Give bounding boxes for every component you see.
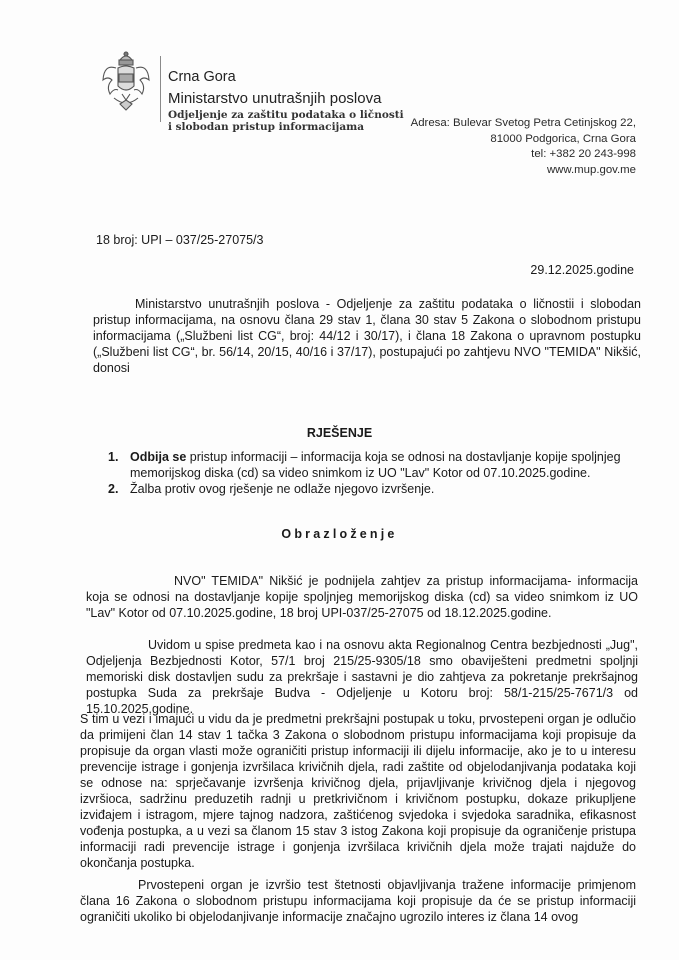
decision-list [108,449,628,497]
reference-number: 18 broj: UPI – 037/25-27075/3 [96,233,264,247]
reasoning-text: NVO" TEMIDA" Nikšić je podnijela zahtjev za pristup informacijama- informacija koja se odnosi na dostavljanje kopije spoljnjeg memorijskog diska (cd) sa video snimkom iz UO "Lav" Kotor od 07.10.2025.godine, 18 broj UPI-037/25-27075 od 18.12.2025.godine. [86,574,638,620]
address-block [411,116,636,178]
address-street: Adresa: Bulevar Svetog Petra Cetinjskog 22, [410,117,636,129]
document-date: 29.12.2025.godine [530,263,634,277]
intro-text: Ministarstvo unutrašnjih poslova - Odjeljenje za zaštitu podataka o ličnostii i slobodan pristup informacijama, na osnovu člana 29 stav 1, člana 30 stav 5 Zakona o slobodnom pristupu informacijama („Službeni list CG“, broj: 44/12 i 30/17), i člana 18 Zakona o upravnom postupku („Službeni list CG“, br. 56/14, 20/15, 40/16 i 37/17), postupajući po zahtjevu NVO "TEMIDA" Nikšić, donosi [93,297,641,375]
reasoning-paragraph [80,711,636,871]
decision-item-bold: Odbija se [130,450,187,464]
reasoning-title: Obrazloženje [281,527,398,541]
country-name: Crna Gora [168,69,236,85]
decision-item-number: 1. [108,450,119,464]
reasoning-paragraph [80,877,636,925]
decision-item [108,449,628,481]
decision-item-text: pristup informaciji – informacija koja se odnosi na dostavljanje kopije spoljnjeg memorijskog diska (cd) sa video snimkom iz UO "Lav" Kotor od 07.10.2025.godine. [130,450,621,480]
address-phone: tel: +382 20 243-998 [531,148,636,160]
reasoning-text: Prvostepeni organ je izvršio test štetnosti objavljivanja tražene informacije primjenom člana 16 Zakona o slobodnom pristupu informacijama koji propisuje da će se pristup informaciji ograničiti ukoliko bi objelodanjivanje informacije značajno ugrozilo interes iz člana 14 ovog [80,878,636,924]
decision-item-number: 2. [108,482,119,496]
reasoning-paragraph [86,573,638,621]
intro-paragraph [93,296,641,376]
department-line-1: Odjeljenje za zaštitu podataka o ličnosti [168,109,404,121]
decision-item-text: Žalba protiv ovog rješenje ne odlaže njegovo izvršenje. [130,482,435,496]
address-city: 81000 Podgorica, Crna Gora [490,132,636,145]
coat-of-arms-icon [100,50,152,114]
department-line-2: i slobodan pristup informacijama [168,121,365,133]
address-website: www.mup.gov.me [546,163,636,176]
decision-title: RJEŠENJE [306,426,373,440]
reasoning-text: Uvidom u spise predmeta kao i na osnovu akta Regionalnog Centra bezbjednosti „Jug", Odjeljenja Bezbjednosti Kotor, 57/1 broj 215/25-9305/18 smo obaviješteni predmetni spoljnji memoriski disk dostavljen sudu za prekršaje i sastavni je dio zahtjeva za pokretanje prekršajnog postupka Suda za prekršaje Budva - Odjeljenje u Kotoru broj: 58/1-215/25-7671/3 od 15.10.2025.godine. [86,638,638,716]
department-name [168,109,404,133]
ministry-name: Ministarstvo unutrašnjih poslova [168,90,382,107]
header-divider [160,56,161,122]
reasoning-paragraph [86,637,638,717]
reasoning-text: S tim u vezi i imajući u vidu da je predmetni prekršajni postupak u toku, prvostepeni organ je odlučio da primijeni član 14 stav 1 tačka 3 Zakona o slobodnom pristupu informacijama koji propisuje da propisuje da organ vlasti može ograničiti pristup informaciji ili dijelu informacije, ako je to u interesu prevencije istrage i gonjenja izvršilaca krivičnih djela, radi zaštite od objelodanjivanja podataka koji se odnose na: sprječavanje izvršenja krivičnog djela, prijavljivanje krivičnog djela i njegovog izvršioca, sadržinu preduzetih radnji u pretkrivičnom i krivičnom postupku, dokaze prikupljene izviđajem i istragom, mjere tajnog nadzora, zaštićenog svjedoka i svjedoka saradnika, efikasnost vođenja postupka, a u vezi sa članom 15 stav 3 istog Zakona koji propisuje da ograničenje pristupa informaciji radi prevencije istrage i gonjenja izvršilaca krivičnih djela može trajati najduže do okončanja postupka. [80,712,636,870]
decision-item [108,481,628,497]
